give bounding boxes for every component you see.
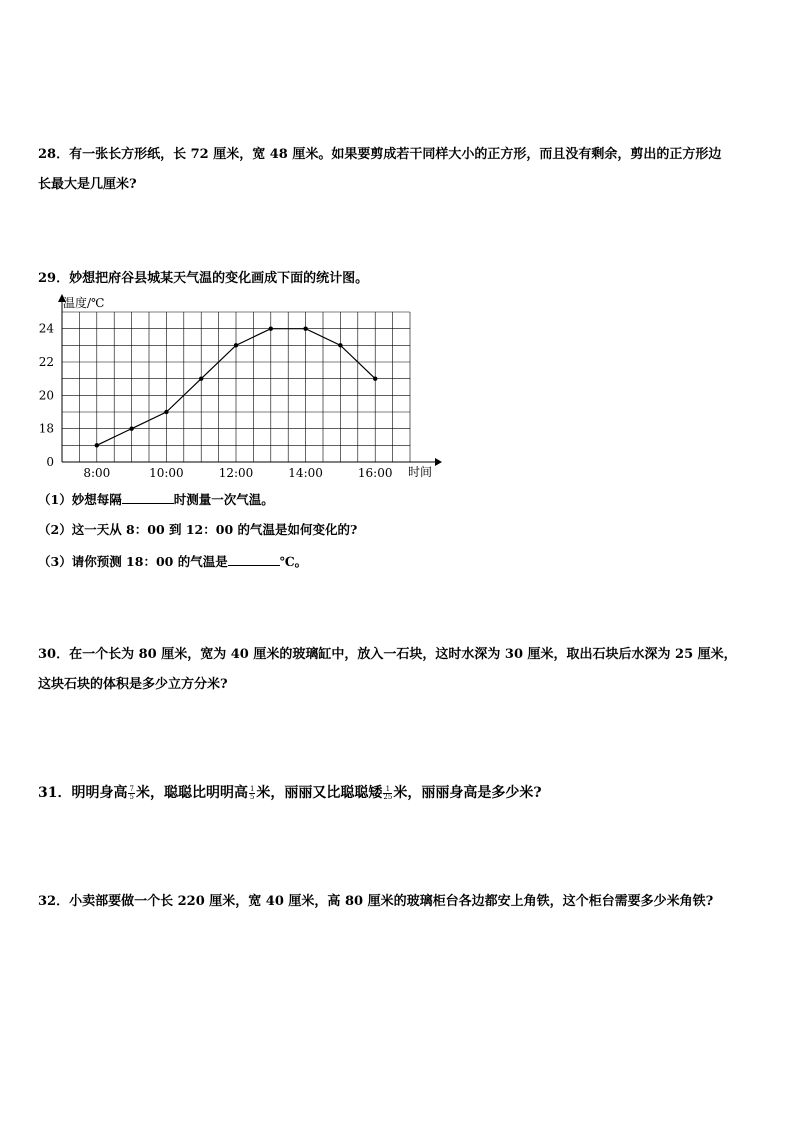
question-29 [38,264,758,294]
question-31-part1: 31．明明身高 [38,785,128,801]
x-tick-label: 16:00 [357,466,393,480]
y-tick-label: 22 [38,355,54,369]
question-29-sub2 [38,520,357,538]
question-29-intro: 29．妙想把府谷县城某天气温的变化画成下面的统计图。 [38,271,369,286]
y-tick-labels [39,322,55,469]
question-29-sub3 [38,551,307,570]
y-tick-label: 20 [38,388,54,403]
data-point [373,376,377,380]
x-tick-label: 8:00 [83,466,111,480]
question-31-part2: 米，聪聪比明明高 [135,785,248,801]
x-tick-label: 10:00 [149,466,184,480]
x-tick-label: 12:00 [218,466,254,480]
temperature-chart [30,292,450,482]
chart-grid [62,312,410,462]
question-31-part3: 米，丽丽又比聪聪矮 [256,785,383,801]
data-point [338,343,342,347]
y-tick-label: 24 [38,321,54,336]
fraction-1: $\frac{7}{5}$ [129,784,134,801]
data-point [199,376,203,380]
data-point [234,343,238,347]
sub1-blank [122,489,174,504]
question-31-part4: 米，丽丽身高是多少米? [393,785,542,801]
data-point [303,326,307,330]
fraction-3: $\frac{1}{25}$ [383,784,393,801]
data-point [129,426,133,430]
question-29-sub1 [38,489,274,508]
question-32 [38,887,758,917]
sub3-blank [228,551,280,566]
data-point [269,326,273,330]
question-30-line2: 这块石块的体积是多少立方分米? [38,677,228,692]
data-point [95,443,99,447]
question-30 [38,640,758,700]
question-31 [38,778,758,808]
question-32-line1: 32．小卖部要做一个长 220 厘米，宽 40 厘米，高 80 厘米的玻璃柜台各边都安上角铁，这个柜台需要多少米角铁? [38,894,714,909]
x-axis-arrow [435,458,442,466]
y-axis-label: 温度/℃ [63,296,105,310]
fraction-2: $\frac{1}{5}$ [249,784,255,801]
question-30-line1: 30．在一个长为 80 厘米，宽为 40 厘米的玻璃缸中，放入一石块，这时水深为 30 厘米，取出石块后水深为 25 厘米， [38,647,737,662]
y-tick-label: 18 [38,421,54,436]
y-tick-label: 0 [46,455,54,469]
x-tick-label: 14:00 [288,466,323,480]
question-28-line2: 长最大是几厘米? [38,177,137,192]
x-tick-labels [83,466,392,480]
sub2-text: （2）这一天从 8：00 到 12：00 的气温是如何变化的? [38,522,358,537]
sub3-text-b: ℃。 [279,554,308,569]
sub3-text-a: （3）请你预测 18：00 的气温是 [38,554,228,569]
sub1-text-b: 时测量一次气温。 [173,492,274,507]
question-28 [38,140,758,200]
sub1-text-a: （1）妙想每隔 [38,492,122,507]
question-28-line1: 28．有一张长方形纸，长 72 厘米，宽 48 厘米。如果要剪成若干同样大小的正方形，而且没有剩余，剪出的正方形边 [38,147,722,162]
chart-axes [58,294,442,466]
data-point [164,410,168,414]
x-axis-label: 时间 [408,465,433,479]
